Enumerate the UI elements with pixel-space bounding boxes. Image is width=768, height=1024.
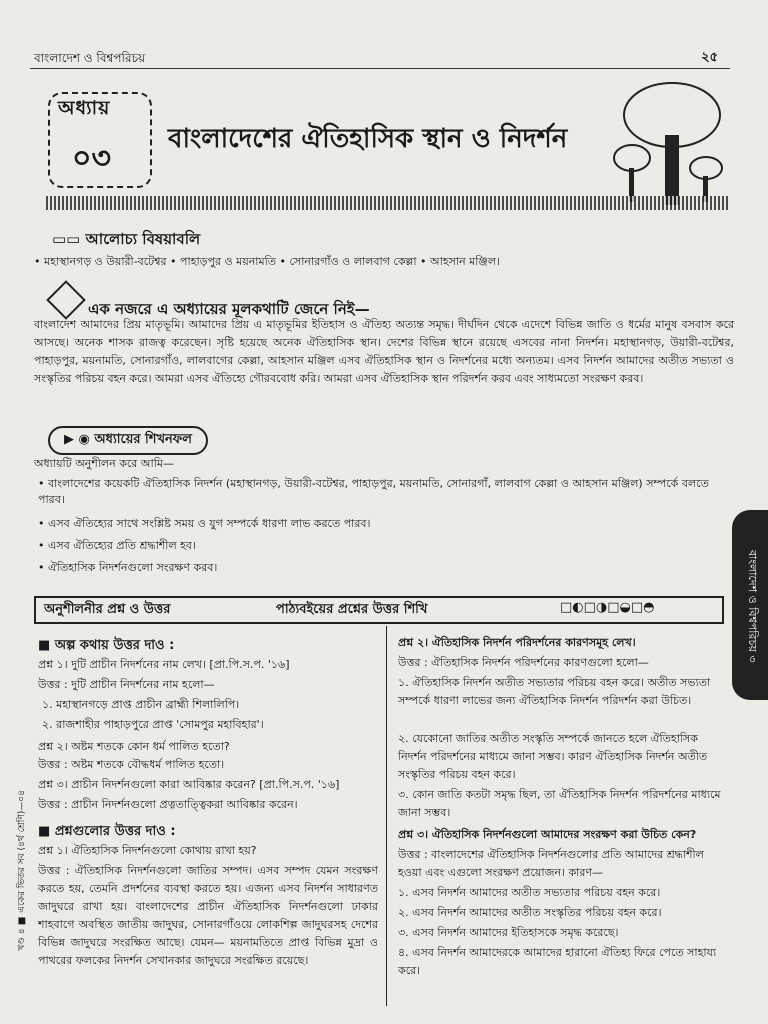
column-divider: [386, 626, 387, 1006]
short-a1: উত্তর : দুটি প্রাচীন নিদর্শনের নাম হলো—: [38, 678, 215, 691]
book-icon: ▶ ◉: [64, 432, 95, 447]
book-icon: ▭▭: [52, 230, 86, 248]
long-answer-heading: ■ প্রশ্নগুলোর উত্তর দাও :: [38, 824, 176, 839]
chapter-label: অধ্যায়: [58, 97, 111, 119]
summary-heading: এক নজরে এ অধ্যায়ের মূলকথাটি জেনে নিই—: [52, 286, 370, 323]
chapter-title: বাংলাদেশের ঐতিহাসিক স্থান ও নিদর্শন: [168, 124, 568, 154]
tree-illustration-icon: [610, 80, 730, 210]
right-a1-item-3: ৩. কোন জাতি কতটা সমৃদ্ধ ছিল, তা ঐতিহাসিক নিদর্শন পরিদর্শনের মাধ্যমে জানা সম্ভব।: [398, 788, 721, 819]
short-q3: প্রশ্ন ৩। প্রাচীন নিদর্শনগুলো কারা আবিষ্কার করেন? [প্রা.পি.স.প. '১৬]: [38, 778, 340, 791]
short-q1: প্রশ্ন ১। দুটি প্রাচীন নিদর্শনের নাম লেখ। [প্রা.পি.স.প. '১৬]: [38, 658, 290, 671]
qa-banner-left: অনুশীলনীর প্রশ্ন ও উত্তর: [44, 602, 171, 617]
chapter-number: ০৩: [72, 141, 112, 176]
right-q1: প্রশ্ন ২। ঐতিহাসিক নিদর্শন পরিদর্শনের কারণসমূহ লেখ।: [398, 636, 636, 649]
topics-heading: ▭▭ আলোচ্য বিষয়াবলি: [52, 230, 201, 248]
right-a2-item-4: ৪. এসব নিদর্শন আমাদেরকে আমাদের হারানো ঐতিহ্য ফিরে পেতে সাহায্য করে।: [398, 946, 717, 977]
short-a3: উত্তর : প্রাচীন নিদর্শনগুলো প্রত্নতাত্ত্বিকরা আবিষ্কার করেন।: [38, 798, 298, 811]
right-a2: উত্তর : বাংলাদেশের ঐতিহাসিক নিদর্শনগুলোর প্রতি আমাদের শ্রদ্ধাশীল হওয়া এবং এগুলো সংরক্ষণ প্রয়োজন। কারণ—: [398, 848, 704, 879]
short-a1-2: ২. রাজশাহীর পাহাড়পুরে প্রাপ্ত 'সোমপুর মহাবিহার'।: [42, 718, 264, 731]
short-a2: উত্তর : অষ্টম শতকে বৌদ্ধধর্ম পালিত হতো।: [38, 758, 225, 771]
progress-icons: □◐□◑□◒□◓: [560, 600, 655, 615]
outcome-4: • ঐতিহাসিক নিদর্শনগুলো সংরক্ষণ করব।: [38, 561, 218, 574]
right-q2: প্রশ্ন ৩। ঐতিহাসিক নিদর্শনগুলো আমাদের সংরক্ষণ করা উচিত কেন?: [398, 828, 697, 841]
topics-list: • মহাস্থানগড় ও উয়ারী-বটেশ্বর • পাহাড়পুর ও ময়নামতি • সোনারগাঁও ও লালবাগ কেল্লা • আহসান মঞ্জিল।: [34, 255, 500, 268]
long-a1: উত্তর : ঐতিহাসিক নিদর্শনগুলো জাতির সম্পদ। এসব সম্পদ যেমন সংরক্ষণ করতে হয়, তেমনি প্রদর্শনের ব্যবস্থা করতে হয়। এজন্য এসব নিদর্শন সাধারণত জাদুঘরে রাখা হয়। বাংলাদেশের প্রাচীন ঐতিহাসিক নিদর্শনগুলো ঢাকার শাহবাগে অবস্থিত জাতীয় জাদুঘর, সোনারগাঁওয়ে লোকশিল্প জাদুঘরসহ দেশের বিভিন্ন জাদুঘরে সংরক্ষিত আছে। যেমন— ময়নামতিতে প্রাপ্ত বিভিন্ন মুদ্রা ও পাথরের ফলকের নিদর্শন সেখানকার জাদুঘরে সংরক্ষিত রয়েছে।: [38, 864, 378, 967]
outcome-3: • এসব ঐতিহ্যের প্রতি শ্রদ্ধাশীল হব।: [38, 539, 196, 552]
right-a2-item-1: ১. এসব নিদর্শন আমাদের অতীত সভ্যতার পরিচয় বহন করে।: [398, 886, 661, 899]
right-a1: উত্তর : ঐতিহাসিক নিদর্শন পরিদর্শনের কারণগুলো হলো—: [398, 656, 649, 669]
long-q1: প্রশ্ন ১। ঐতিহাসিক নিদর্শনগুলো কোথায় রাখা হয়?: [38, 844, 257, 857]
right-a2-item-3: ৩. এসব নিদর্শন আমাদের ইতিহাসকে সমৃদ্ধ করেছে।: [398, 926, 619, 939]
wand-icon: [46, 280, 86, 320]
outcome-2: • এসব ঐতিহ্যের সাথে সংশ্লিষ্ট সময় ও যুগ সম্পর্কে ধারণা লাভ করতে পারব।: [38, 517, 371, 530]
page-number: ২৫: [701, 50, 718, 65]
short-a1-1: ১. মহাস্থানগড়ে প্রাপ্ত প্রাচীন ব্রাহ্মী শিলালিপি।: [42, 698, 240, 711]
summary-paragraph: বাংলাদেশ আমাদের প্রিয় মাতৃভূমি। আমাদের প্রিয় এ মাতৃভূমির ইতিহাস ও ঐতিহ্য অত্যন্ত সমৃদ্ধ। দীর্ঘদিন থেকে এদেশে বিভিন্ন জাতি ও ধর্মের মানুষ বসবাস করে আসছে। অনেক শাসক রাজত্ব করেছেন। সৃষ্টি হয়েছে অনেক ঐতিহাসিক স্থান। দেশের বিভিন্ন স্থানে রয়েছে এসবের নানা নিদর্শন। মহাস্থানগড়, উয়ারী-বটেশ্বর, পাহাড়পুর, ময়নামতি, সোনারগাঁও, লালবাগের কেল্লা, আহসান মঞ্জিল এসব ঐতিহাসিক স্থান ও নিদর্শনের মধ্যে অন্যতম। এসব নিদর্শন আমাদের অতীত সভ্যতা ও সংস্কৃতির পরিচয় বহন করে। আমরা এসব ঐতিহ্যে গৌরববোধ করি। আমরা এসব ঐতিহাসিক স্থান পরিদর্শন করব এবং সাধ্যমতো সংরক্ষণ করব।: [34, 318, 734, 385]
grass-border: [46, 196, 728, 210]
right-a1-item-2: ২. যেকোনো জাতির অতীত সংস্কৃতি সম্পর্কে জানতে হলে ঐতিহাসিক নিদর্শন পরিদর্শনের মাধ্যমে জানা সম্ভব। কারণ ঐতিহাসিক নিদর্শন অতীত সংস্কৃতির পরিচয় বহন করে।: [398, 732, 708, 781]
outcomes-intro: অধ্যায়টি অনুশীলন করে আমি—: [34, 457, 174, 470]
outcomes-heading: ▶ ◉ অধ্যায়ের শিখনফল: [48, 426, 208, 455]
outcome-1: • বাংলাদেশের কয়েকটি ঐতিহাসিক নিদর্শন (মহাস্থানগড়, উয়ারী-বটেশ্বর, পাহাড়পুর, ময়নামতি, সোনারগাঁ, লালবাগ কেল্লা ও আহসান মঞ্জিল) সম্পর্কে বলতে পারব।: [38, 477, 709, 506]
header-rule: [30, 68, 730, 69]
qa-banner-right: পাঠ্যবইয়ের প্রশ্নের উত্তর শিখি: [276, 602, 428, 617]
short-answer-heading: ■ অল্প কথায় উত্তর দাও :: [38, 638, 175, 653]
chapter-side-tab: বাংলাদেশ ও বিশ্বপরিচয় ৩: [732, 510, 768, 700]
right-a1-item-1: ১. ঐতিহাসিক নিদর্শন অতীত সভ্যতার পরিচয় বহন করে। অতীত সভ্যতা সম্পর্কে ধারণা লাভের জন্য ঐতিহাসিক নিদর্শন পরিদর্শন করা উচিত।: [398, 676, 711, 707]
right-a2-item-2: ২. এসব নিদর্শন আমাদের অতীত সংস্কৃতির পরিচয় বহন করে।: [398, 906, 662, 919]
footer-series-label: খণ্ড ৪ ■ একের ভিতর সব (৪র্থ শ্রেণি)—০৪: [17, 790, 27, 951]
book-title: বাংলাদেশ ও বিশ্বপরিচয়: [34, 51, 146, 65]
short-q2: প্রশ্ন ২। অষ্টম শতকে কোন ধর্ম পালিত হতো?: [38, 740, 230, 753]
